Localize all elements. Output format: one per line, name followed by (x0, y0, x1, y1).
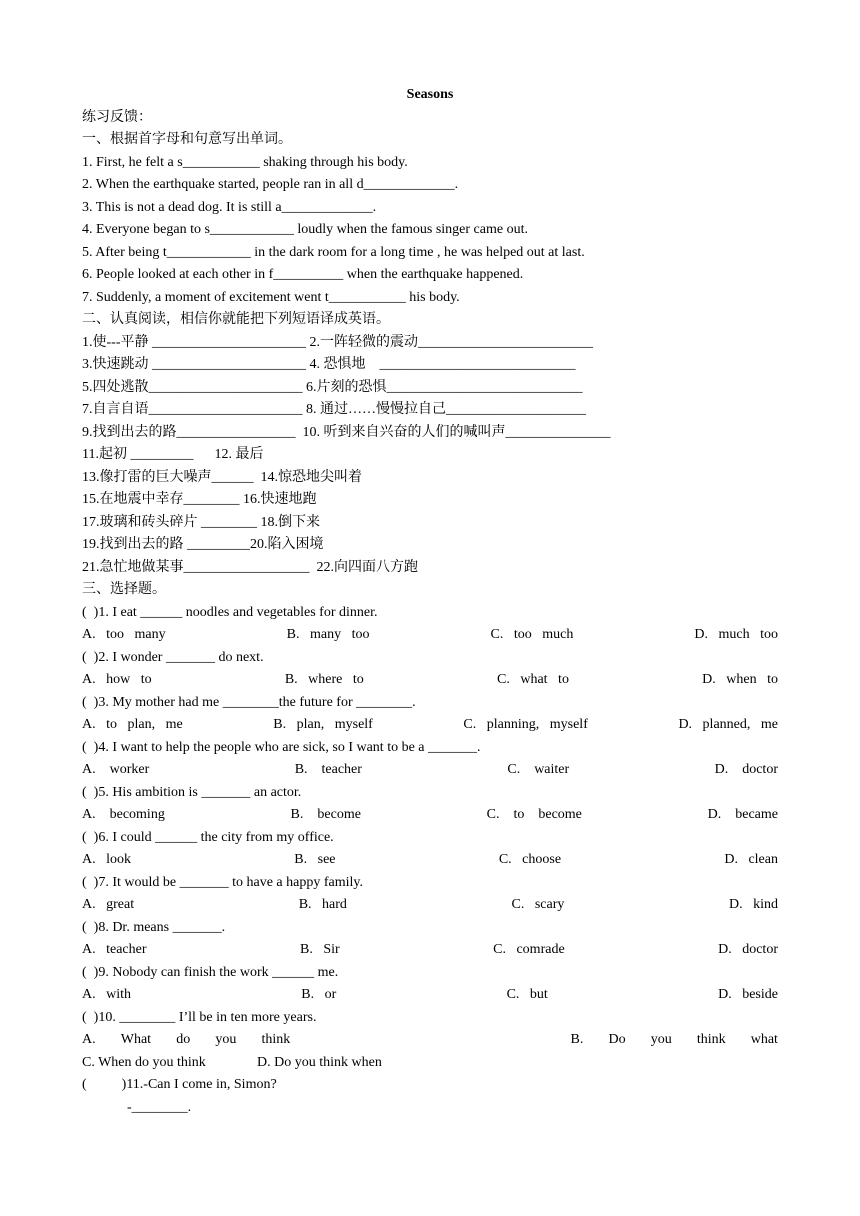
option-c: C. scary (511, 897, 565, 912)
option-b: B. see (294, 852, 336, 867)
option-d: D. when to (702, 672, 778, 687)
question-stem: ( )6. I could ______ the city from my office. (82, 829, 334, 845)
question-stem: ( )7. It would be _______ to have a happy family. (82, 874, 363, 890)
question-stem: ( )11.-Can I come in, Simon? (82, 1077, 277, 1092)
option-a: A. teacher (82, 942, 147, 957)
option-a: A. becoming (82, 807, 165, 822)
option-a: A. to plan, me (82, 717, 183, 732)
q10-word: you (650, 1032, 672, 1047)
question-stem: ( )1. I eat ______ noodles and vegetables for dinner. (82, 604, 378, 620)
section1-item: 7. Suddenly, a moment of excitement went t___________ his body. (82, 289, 460, 305)
phrase-row (82, 399, 778, 422)
option-row (82, 714, 778, 737)
phrase-item: 10. 听到来自兴奋的人们的喊叫声_______________ (302, 424, 611, 440)
option-c: C. but (506, 987, 548, 1002)
question-stem: ( )3. My mother had me ________the future for ________. (82, 694, 416, 710)
phrase-item: 8. 通过……慢慢拉自己____________________ (306, 402, 586, 417)
option-d: D. kind (728, 897, 778, 912)
option-b: B. many too (286, 627, 370, 642)
q10-gap (315, 1029, 545, 1052)
option-d: D. beside (718, 987, 778, 1002)
section1-item: 6. People looked at each other in f__________ when the earthquake happened. (82, 267, 524, 282)
option-d: D. Do you think when (257, 1054, 382, 1070)
option-c: C. too much (490, 627, 574, 642)
phrase-item: 21.急忙地做某事__________________ (82, 559, 317, 575)
q10-word: Do (608, 1032, 626, 1047)
question-stem: ( )9. Nobody can finish the work ______ me. (82, 964, 339, 980)
phrase-item: 2.一阵轻微的震动_________________________ (309, 334, 593, 350)
q10-word: B. (570, 1032, 584, 1047)
question-stem: ( )8. Dr. means _______. (82, 919, 226, 935)
section1-item: 5. After being t____________ in the dark room for a long time , he was helped out at last. (82, 244, 585, 260)
phrase-item: 11.起初 _________ (82, 447, 215, 462)
option-c: C. choose (498, 852, 562, 867)
option-d: D. doctor (718, 942, 778, 957)
phrase-item: 17.玻璃和砖头碎片 ________ (82, 514, 261, 530)
phrase-row (82, 489, 778, 512)
option-a: A. how to (82, 672, 152, 687)
phrase-item: 1.使---平静 ______________________ (82, 334, 310, 350)
feedback-heading: 练习反馈： (82, 109, 152, 125)
q10-word: think (261, 1032, 291, 1047)
answer-blank: -________. (127, 1099, 192, 1115)
page-title: Seasons (406, 87, 454, 102)
option-c: C. to become (486, 807, 582, 822)
section1-heading: 一、根据首字母和句意写出单词。 (82, 132, 292, 147)
section1-item: 3. This is not a dead dog. It is still a_____________. (82, 199, 377, 215)
option-a: A. worker (82, 762, 150, 777)
phrase-item: 18.倒下来 (260, 514, 320, 530)
q10-word: do (176, 1032, 191, 1047)
section1-item: 2. When the earthquake started, people ran in all d_____________. (82, 177, 459, 192)
option-row (82, 624, 778, 647)
section1-item: 1. First, he felt a s___________ shaking through his body. (82, 154, 408, 170)
option-row (82, 984, 778, 1007)
option-row (82, 894, 778, 917)
option-d: D. clean (724, 852, 778, 867)
phrase-item: 16.快速地跑 (243, 492, 317, 507)
phrase-row (82, 534, 778, 557)
option-c: C. When do you think (82, 1054, 206, 1070)
option-a: A. look (82, 852, 131, 867)
option-d: D. much too (694, 627, 778, 642)
phrase-item: 20.陷入困境 (250, 537, 324, 552)
option-row (82, 849, 778, 872)
option-b: B. teacher (294, 762, 362, 777)
phrase-item: 7.自言自语______________________ (82, 402, 306, 417)
option-a: A. too many (82, 627, 166, 642)
phrase-item: 9.找到出去的路_________________ (82, 424, 303, 440)
phrase-row (82, 467, 778, 490)
option-c: C. what to (497, 672, 569, 687)
option-row (82, 759, 778, 782)
section3-heading: 三、选择题。 (82, 582, 166, 597)
phrase-item: 4. 恐惧地 ____________________________ (309, 357, 576, 372)
option-c: C. planning, myself (463, 717, 588, 732)
option-b: B. plan, myself (273, 717, 373, 732)
option-row (82, 1029, 778, 1052)
option-c: C. comrade (493, 942, 565, 957)
phrase-item: 13.像打雷的巨大噪声______ (82, 469, 261, 485)
phrase-item: 5.四处逃散______________________ (82, 379, 306, 395)
phrase-row (82, 557, 778, 580)
worksheet-page (82, 84, 778, 1119)
q10-word: what (750, 1032, 778, 1047)
question-stem: ( )10. ________ I’ll be in ten more years. (82, 1009, 317, 1025)
option-row (82, 1052, 778, 1075)
phrase-row (82, 377, 778, 400)
phrase-item: 15.在地震中幸存________ (82, 492, 243, 507)
phrase-item: 6.片刻的恐惧____________________________ (306, 379, 583, 395)
phrase-item: 19.找到出去的路 _________ (82, 537, 250, 552)
question-stem: ( )5. His ambition is _______ an actor. (82, 784, 302, 800)
phrase-row (82, 354, 778, 377)
option-a: A. with (82, 987, 131, 1002)
q10-word: think (696, 1032, 726, 1047)
phrase-row (82, 444, 778, 467)
phrase-row (82, 512, 778, 535)
phrase-row (82, 332, 778, 355)
option-a: A. great (82, 897, 135, 912)
q10-word: A. (82, 1032, 96, 1047)
option-d: D. doctor (714, 762, 778, 777)
phrase-item: 14.惊恐地尖叫着 (260, 469, 362, 485)
option-row (82, 669, 778, 692)
q10-word: What (120, 1032, 152, 1047)
phrase-item: 22.向四面八方跑 (316, 559, 418, 575)
option-c: C. waiter (507, 762, 570, 777)
option-row (82, 804, 778, 827)
option-d: D. became (707, 807, 778, 822)
option-b: B. Sir (299, 942, 340, 957)
option-row (82, 939, 778, 962)
question-stem: ( )2. I wonder _______ do next. (82, 649, 264, 665)
section1-item: 4. Everyone began to s____________ loudly when the famous singer came out. (82, 222, 528, 237)
question-stem: ( )4. I want to help the people who are sick, so I want to be a _______. (82, 739, 481, 755)
option-b: B. where to (284, 672, 364, 687)
q10-word: you (215, 1032, 237, 1047)
phrase-item: 3.快速跳动 ______________________ (82, 357, 310, 372)
section2-heading: 二、认真阅读，相信你就能把下列短语译成英语。 (82, 312, 390, 327)
option-d: D. planned, me (678, 717, 778, 732)
phrase-item: 12. 最后 (214, 447, 264, 462)
option-b: B. become (290, 807, 361, 822)
option-b: B. or (301, 987, 337, 1002)
option-b: B. hard (298, 897, 347, 912)
phrase-row (82, 422, 778, 445)
